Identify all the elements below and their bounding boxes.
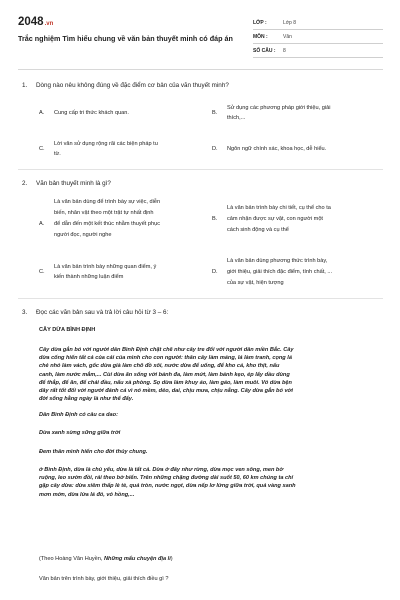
page-title: Trắc nghiệm Tìm hiểu chung về văn bản thuyết minh có đáp án: [18, 34, 233, 43]
header-divider: [18, 69, 383, 70]
question-3: 3. Đọc các văn bản sau và trả lời câu hỏi từ 3 – 6:: [22, 309, 169, 316]
document-page: 2048.vn Trắc nghiệm Tìm hiểu chung về văn bản thuyết minh có đáp án LỚP : Lớp 8 MÔN : Văn SỐ CÂU : 8 1. Dòng nào nêu không đúng về đặc điểm cơ bản của văn thuyết minh? A. Cung cấp tri thức khách quan. B. Sử dụng các phương pháp giới thiệu, giải thích,... C. Lời văn sử dụng rộng rãi các biện pháp tu từ. D. Ngôn ngữ chính xác, khoa học, dễ hiểu. 2. Văn bản thuyết minh là gì? A. Là văn bản dùng để trình bày sự việc, diễn biến, nhân vật theo một trật tự nhất định để dẫn đến một kết thúc nhằm thuyết phục người đọc, người nghe B. Là văn bản trình bày chi tiết, cụ thể cho ta cảm nhận được sự vật, con người một cách sinh động và cụ thể C. Là văn bản trình bày những quan điểm, ý kiến thành những luận điểm D. Là văn bản dùng phương thức trình bày, giới thiệu, giải thích đặc điểm, tính chất, ... của sự vật, hiện tượng 3. Đọc các văn bản sau và trả lời câu hỏi từ 3 – 6: CÂY DỪA BÌNH ĐỊNH Cây dừa gắn bó với người dân Bình Định chặt chẽ như cây tre đối với người dân miền Bắc. Cây dừa cống hiến tất cả của cải của mình cho con người: thân cây làm máng, lá làm tranh, cọng lá chẻ nhỏ làm vách, gốc dừa già làm chõ đồ xôi, nước dừa để uống, để kho cá, kho thịt, nấu canh, làm nước mắm,... Cùi dừa ăn sống với bánh đa, làm mứt, làm bánh kẹo, ép lấy dầu dùng để thắp, để ăn, để chải đầu, nấu xà phòng. Sọ dừa làm khuy áo, làm gáo, làm muôi. Vỏ dừa bện dây rất tốt đối với người đánh cá vì nó mềm, dẻo, dai, chịu mưa, chịu nắng. Cây dừa gắn bó với đời sống hằng ngày là như thế đấy. Dân Bình Định có câu ca dao: Dừa xanh sừng sững giữa trời Đem thân mình hiến cho đời thủy chung. ở Bình Định, dừa là chủ yếu, dừa là tất cả. Dừa ở đây như rừng, dừa mọc ven sông, men bờ ruộng, leo sườn đồi, rải theo bờ biển. Trên những chặng đường dài suốt 50, 60 km chúng ta chỉ gặp cây dừa: dừa xiêm thấp lè tè, quả tròn, nước ngọt, dừa nếp lơ lửng giữa trời, quả vàng xanh mơn mởn, dừa lửa lá đỏ, vỏ hồng,... (Theo Hoàng Văn Huyền, Những mẩu chuyện địa lí) Văn bản trên trình bày, giới thiệu, giải thích điều gì ?: [0, 0, 400, 600]
passage-heading: CÂY DỪA BÌNH ĐỊNH: [39, 327, 96, 333]
passage-paragraph-3: ở Bình Định, dừa là chủ yếu, dừa là tất cả. Dừa ở đây như rừng, dừa mọc ven sông, men bờ ruộng, leo sườn đồi, rải theo bờ biển. Trên những chặng đường dài suốt 50, 60 km chúng ta chỉ gặp cây dừa: dừa xiêm thấp lè tè, quả tròn, nước ngọt, dừa nếp lơ lửng giữa trời, quả vàng xanh mơn mởn, dừa lửa lá đỏ, vỏ hồng,...: [39, 467, 296, 498]
site-logo[interactable]: 2048.vn: [18, 16, 54, 28]
question-1: 1. Dòng nào nêu không đúng về đặc điểm cơ bản của văn thuyết minh?: [22, 82, 229, 89]
meta-class: LỚP : Lớp 8: [253, 16, 383, 30]
passage-paragraph-1: Cây dừa gắn bó với người dân Bình Định chặt chẽ như cây tre đối với người dân miền Bắc. Cây dừa cống hiến tất cả của cải của mình cho con người: thân cây làm máng, lá làm tranh, cọng lá chẻ nhỏ làm vách, gốc dừa già làm chõ đồ xôi, nước dừa để uống, để kho cá, kho thịt, nấu canh, làm nước mắm,... Cùi dừa ăn sống với bánh đa, làm mứt, làm bánh kẹo, ép lấy dầu dùng để thắp, để ăn, để chải đầu, nấu xà phòng. Sọ dừa làm khuy áo, làm gáo, làm muôi. Vỏ dừa bện dây rất tốt đối với người đánh cá vì nó mềm, dẻo, dai, chịu mưa, chịu nắng. Cây dừa gắn bó với đời sống hằng ngày là như thế đấy.: [39, 347, 294, 403]
passage-paragraph-2: Dân Bình Định có câu ca dao:: [39, 412, 118, 418]
meta-subject: MÔN : Văn: [253, 30, 383, 44]
passage-source: (Theo Hoàng Văn Huyền, Những mẩu chuyện địa lí): [39, 556, 173, 562]
passage-poem-line-2: Đem thân mình hiến cho đời thủy chung.: [39, 449, 148, 455]
question-divider: [18, 298, 383, 299]
document-header: [18, 16, 383, 62]
meta-count: SỐ CÂU : 8: [253, 44, 383, 58]
question-2: 2. Văn bản thuyết minh là gì?: [22, 180, 111, 187]
question-divider: [18, 169, 383, 170]
passage-question: Văn bản trên trình bày, giới thiệu, giải thích điều gì ?: [39, 576, 169, 582]
quiz-meta: [253, 16, 383, 58]
passage-poem-line-1: Dừa xanh sừng sững giữa trời: [39, 430, 121, 436]
